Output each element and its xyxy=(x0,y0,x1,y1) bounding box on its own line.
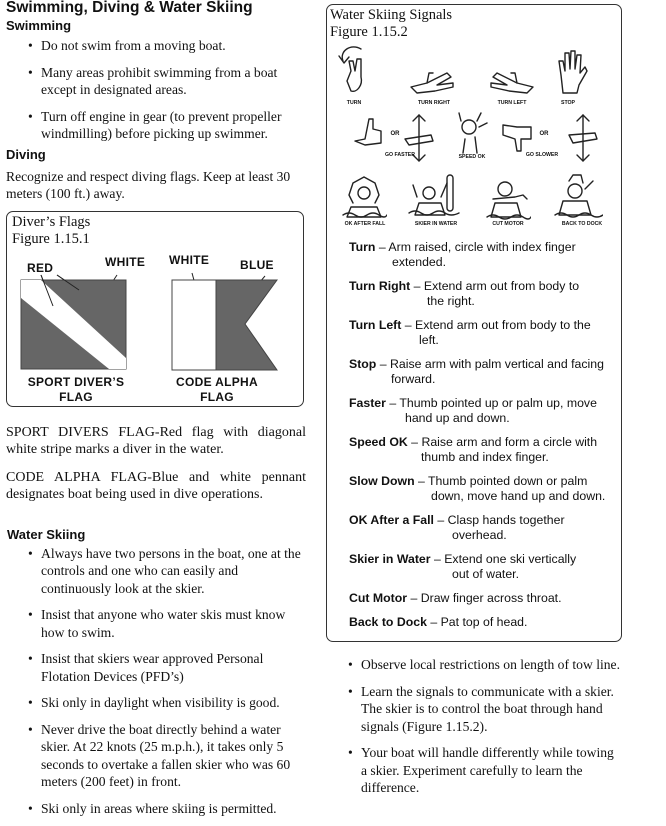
code-alpha-flag-icon xyxy=(167,268,287,374)
signal-ok-after-fall: OK After a Fall – Clasp hands together overhead. xyxy=(349,513,565,542)
signal-turn-left: Turn Left – Extend arm out from body to the left. xyxy=(349,318,591,347)
alpha-flag-paragraph: CODE ALPHA FLAG-Blue and white pennant designates boat being used in dive operations. xyxy=(6,469,306,502)
back-to-dock-label: BACK TO DOCK xyxy=(561,221,603,227)
list-item: • Many areas prohibit swimming from a boat except in designated areas. xyxy=(6,64,306,99)
signal-turn-right: Turn Right – Extend arm out from body to the right. xyxy=(349,279,580,308)
go-faster-label: GO FASTER xyxy=(385,152,415,158)
divers-flags-figure: Figure 1.15.1 xyxy=(12,230,90,247)
list-item: • Observe local restrictions on length of tow line. xyxy=(326,656,622,674)
list-item: • Insist that skiers wear approved Personal Flotation Devices (PFD’s) xyxy=(6,650,306,685)
turn-left-label: TURN LEFT xyxy=(497,100,527,106)
list-item: • Insist that anyone who water skis must know how to swim. xyxy=(6,606,306,641)
alpha-flag-caption: CODE ALPHA FLAG xyxy=(176,374,258,404)
skier-in-water-label: SKIER IN WATER xyxy=(414,221,458,227)
signal-stop: Stop – Raise arm with palm vertical and facing forward. xyxy=(349,357,604,386)
signal-descriptions xyxy=(327,240,621,639)
go-slower-label: GO SLOWER xyxy=(525,152,559,158)
sport-flag-paragraph: SPORT DIVERS FLAG-Red flag with diagonal white stripe marks a diver in the water. xyxy=(6,424,306,457)
list-item: • Never drive the boat directly behind a water skier. At 22 knots (25 m.p.h.), it takes only 5 seconds to overtake a fallen skier who was 60 meters (200 feet) in front. xyxy=(6,721,306,791)
turn-right-signal-icon xyxy=(407,65,457,97)
go-slower-thumb-icon xyxy=(499,119,539,155)
signal-back-to-dock: Back to Dock – Pat top of head. xyxy=(349,615,528,629)
sport-diver-flag-icon xyxy=(19,270,129,374)
water-skiing-heading: Water Skiing xyxy=(7,526,86,542)
divers-flags-box xyxy=(6,211,304,407)
signal-turn: Turn – Arm raised, circle with index finger extended. xyxy=(349,240,576,269)
left-column xyxy=(6,0,306,826)
list-item: • Always have two persons in the boat, one at the controls and one who can easily and continuously look at the skier. xyxy=(6,545,306,598)
signal-slow-down: Slow Down – Thumb pointed down or palm down, move hand up and down. xyxy=(349,474,606,503)
turn-label: TURN xyxy=(346,100,362,106)
diving-text: Recognize and respect diving flags. Keep at least 30 meters (100 ft.) away. xyxy=(6,168,291,201)
stop-signal-icon xyxy=(555,47,589,97)
sport-flag-red-label: RED xyxy=(27,260,54,275)
cut-motor-signal-icon xyxy=(485,177,531,221)
signal-speed-ok: Speed OK – Raise arm and form a circle with thumb and index finger. xyxy=(349,435,598,464)
list-item: • Do not swim from a moving boat. xyxy=(6,37,306,55)
alpha-flag-blue-label: BLUE xyxy=(240,257,274,272)
water-skiing-list xyxy=(6,545,306,818)
signal-cut-motor: Cut Motor – Draw finger across throat. xyxy=(349,591,562,605)
page-title: Swimming, Diving & Water Skiing xyxy=(6,0,253,16)
back-to-dock-signal-icon xyxy=(553,171,603,221)
signals-title: Water Skiing Signals xyxy=(330,7,453,23)
list-item: • Ski only in daylight when visibility is good. xyxy=(6,694,306,712)
list-item: • Ski only in areas where skiing is permitted. xyxy=(6,800,306,818)
right-column xyxy=(326,4,622,806)
turn-left-signal-icon xyxy=(487,65,537,97)
diving-heading: Diving xyxy=(6,146,46,162)
list-item: • Your boat will handle differently while towing a skier. Experiment carefully to learn the difference. xyxy=(326,744,622,797)
water-skiing-signals-box xyxy=(326,4,622,642)
signals-figure: Figure 1.15.2 xyxy=(330,24,408,40)
swimming-list xyxy=(6,37,306,143)
skier-in-water-signal-icon xyxy=(407,171,463,221)
cut-motor-label: CUT MOTOR xyxy=(492,221,524,227)
sport-flag-white-label: WHITE xyxy=(105,254,146,269)
speed-ok-label: SPEED OK xyxy=(458,154,486,160)
divers-flags-title: Diver’s Flags xyxy=(12,213,91,230)
list-item: • Turn off engine in gear (to prevent propeller windmilling) before picking up swimmer. xyxy=(6,108,306,143)
turn-signal-icon xyxy=(337,41,377,99)
turn-right-label: TURN RIGHT xyxy=(418,100,450,106)
list-item: • Learn the signals to communicate with a skier. The skier is to control the boat through hand signals (Figure 1.15.2). xyxy=(326,683,622,736)
signal-faster: Faster – Thumb pointed up or palm up, move hand up and down. xyxy=(349,396,597,425)
or-label-1: OR xyxy=(390,131,400,137)
sport-flag-caption: SPORT DIVER’S FLAG xyxy=(27,374,125,404)
signal-skier-in-water: Skier in Water – Extend one ski vertically out of water. xyxy=(349,552,577,581)
speed-ok-signal-icon xyxy=(451,109,491,155)
stop-label: STOP xyxy=(560,100,576,106)
right-bullet-list xyxy=(326,656,622,797)
ok-after-fall-label: OK AFTER FALL xyxy=(344,221,386,227)
or-label-2: OR xyxy=(539,131,549,137)
swimming-heading: Swimming xyxy=(6,18,72,33)
ok-after-fall-signal-icon xyxy=(341,173,387,221)
alpha-flag-white-label: WHITE xyxy=(169,252,210,267)
